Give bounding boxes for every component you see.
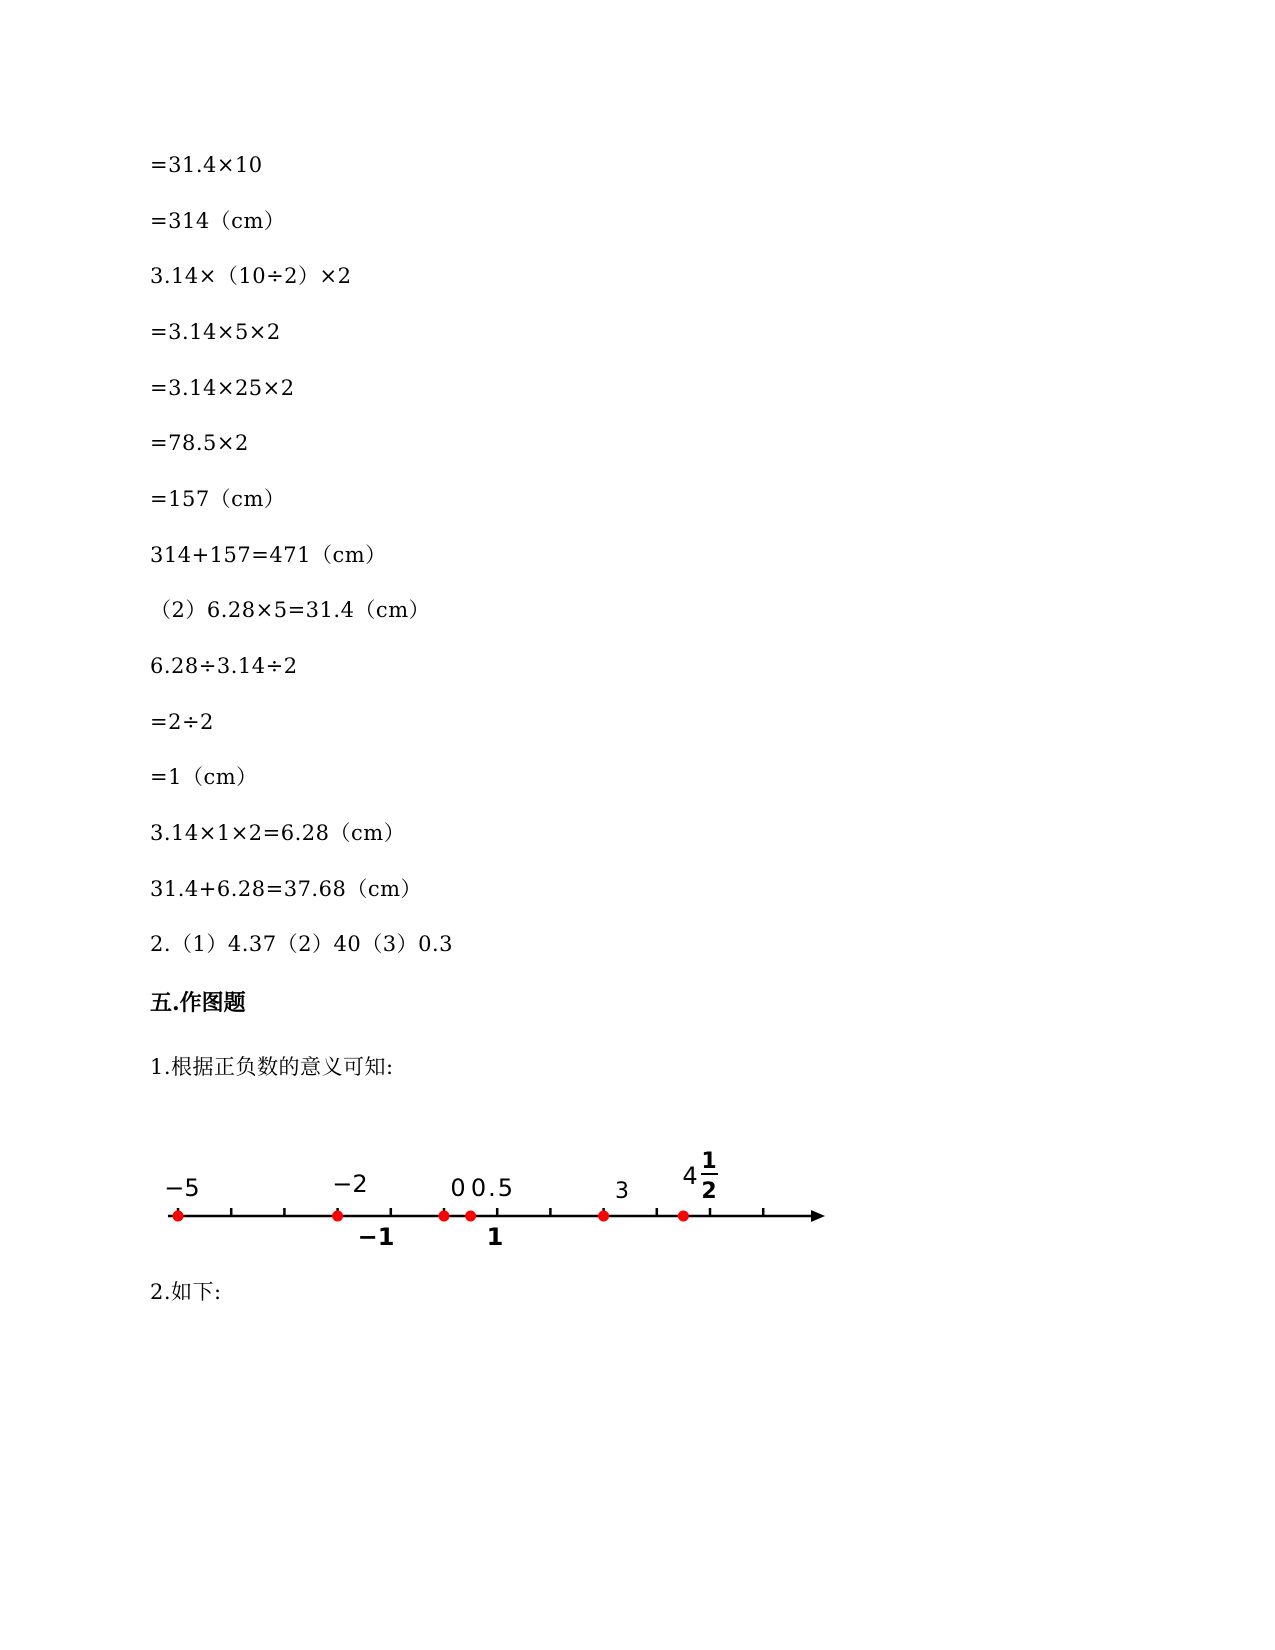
label-mixed-whole: 4 [682,1162,698,1190]
point-marker [332,1211,343,1222]
calc-line: =3.14×5×2 [150,320,281,344]
label-neg2: −2 [332,1170,368,1198]
calc-line: =3.14×25×2 [150,376,295,400]
label-half: 0.5 [470,1174,516,1202]
number-line-svg [160,1140,840,1260]
question-2-text: 2.如下: [150,1280,222,1304]
point-marker [173,1211,184,1222]
calc-line: 6.28÷3.14÷2 [150,654,298,678]
question-1-text: 1.根据正负数的意义可知: [150,1055,394,1079]
calc-line: 31.4+6.28=37.68（cm） [150,877,422,901]
point-marker [439,1211,450,1222]
label-three: 3 [615,1179,629,1204]
label-mixed-numerator: 1 [701,1149,717,1174]
calc-line: =1（cm） [150,765,258,789]
calc-line: =31.4×10 [150,153,263,177]
label-neg1: −1 [357,1223,395,1251]
calc-line: 3.14×1×2=6.28（cm） [150,821,406,845]
calc-line: =2÷2 [150,710,214,734]
calc-line: =78.5×2 [150,431,249,455]
section-heading: 五.作图题 [150,990,246,1016]
calc-line: 3.14×（10÷2）×2 [150,264,352,288]
label-mixed-denominator: 2 [701,1179,717,1204]
answer-line: 2.（1）4.37（2）40（3）0.3 [150,932,453,956]
point-marker [598,1211,609,1222]
label-neg5: −5 [164,1174,200,1202]
point-marker [465,1211,476,1222]
calc-line: （2）6.28×5=31.4（cm） [150,598,431,622]
calc-line: 314+157=471（cm） [150,543,387,567]
label-zero: 0 [450,1174,466,1202]
number-line-figure [160,1140,840,1260]
calc-line: =157（cm） [150,487,286,511]
label-one: 1 [486,1223,504,1251]
axis-arrow-icon [811,1210,825,1222]
point-marker [678,1211,689,1222]
calc-line: =314（cm） [150,209,286,233]
